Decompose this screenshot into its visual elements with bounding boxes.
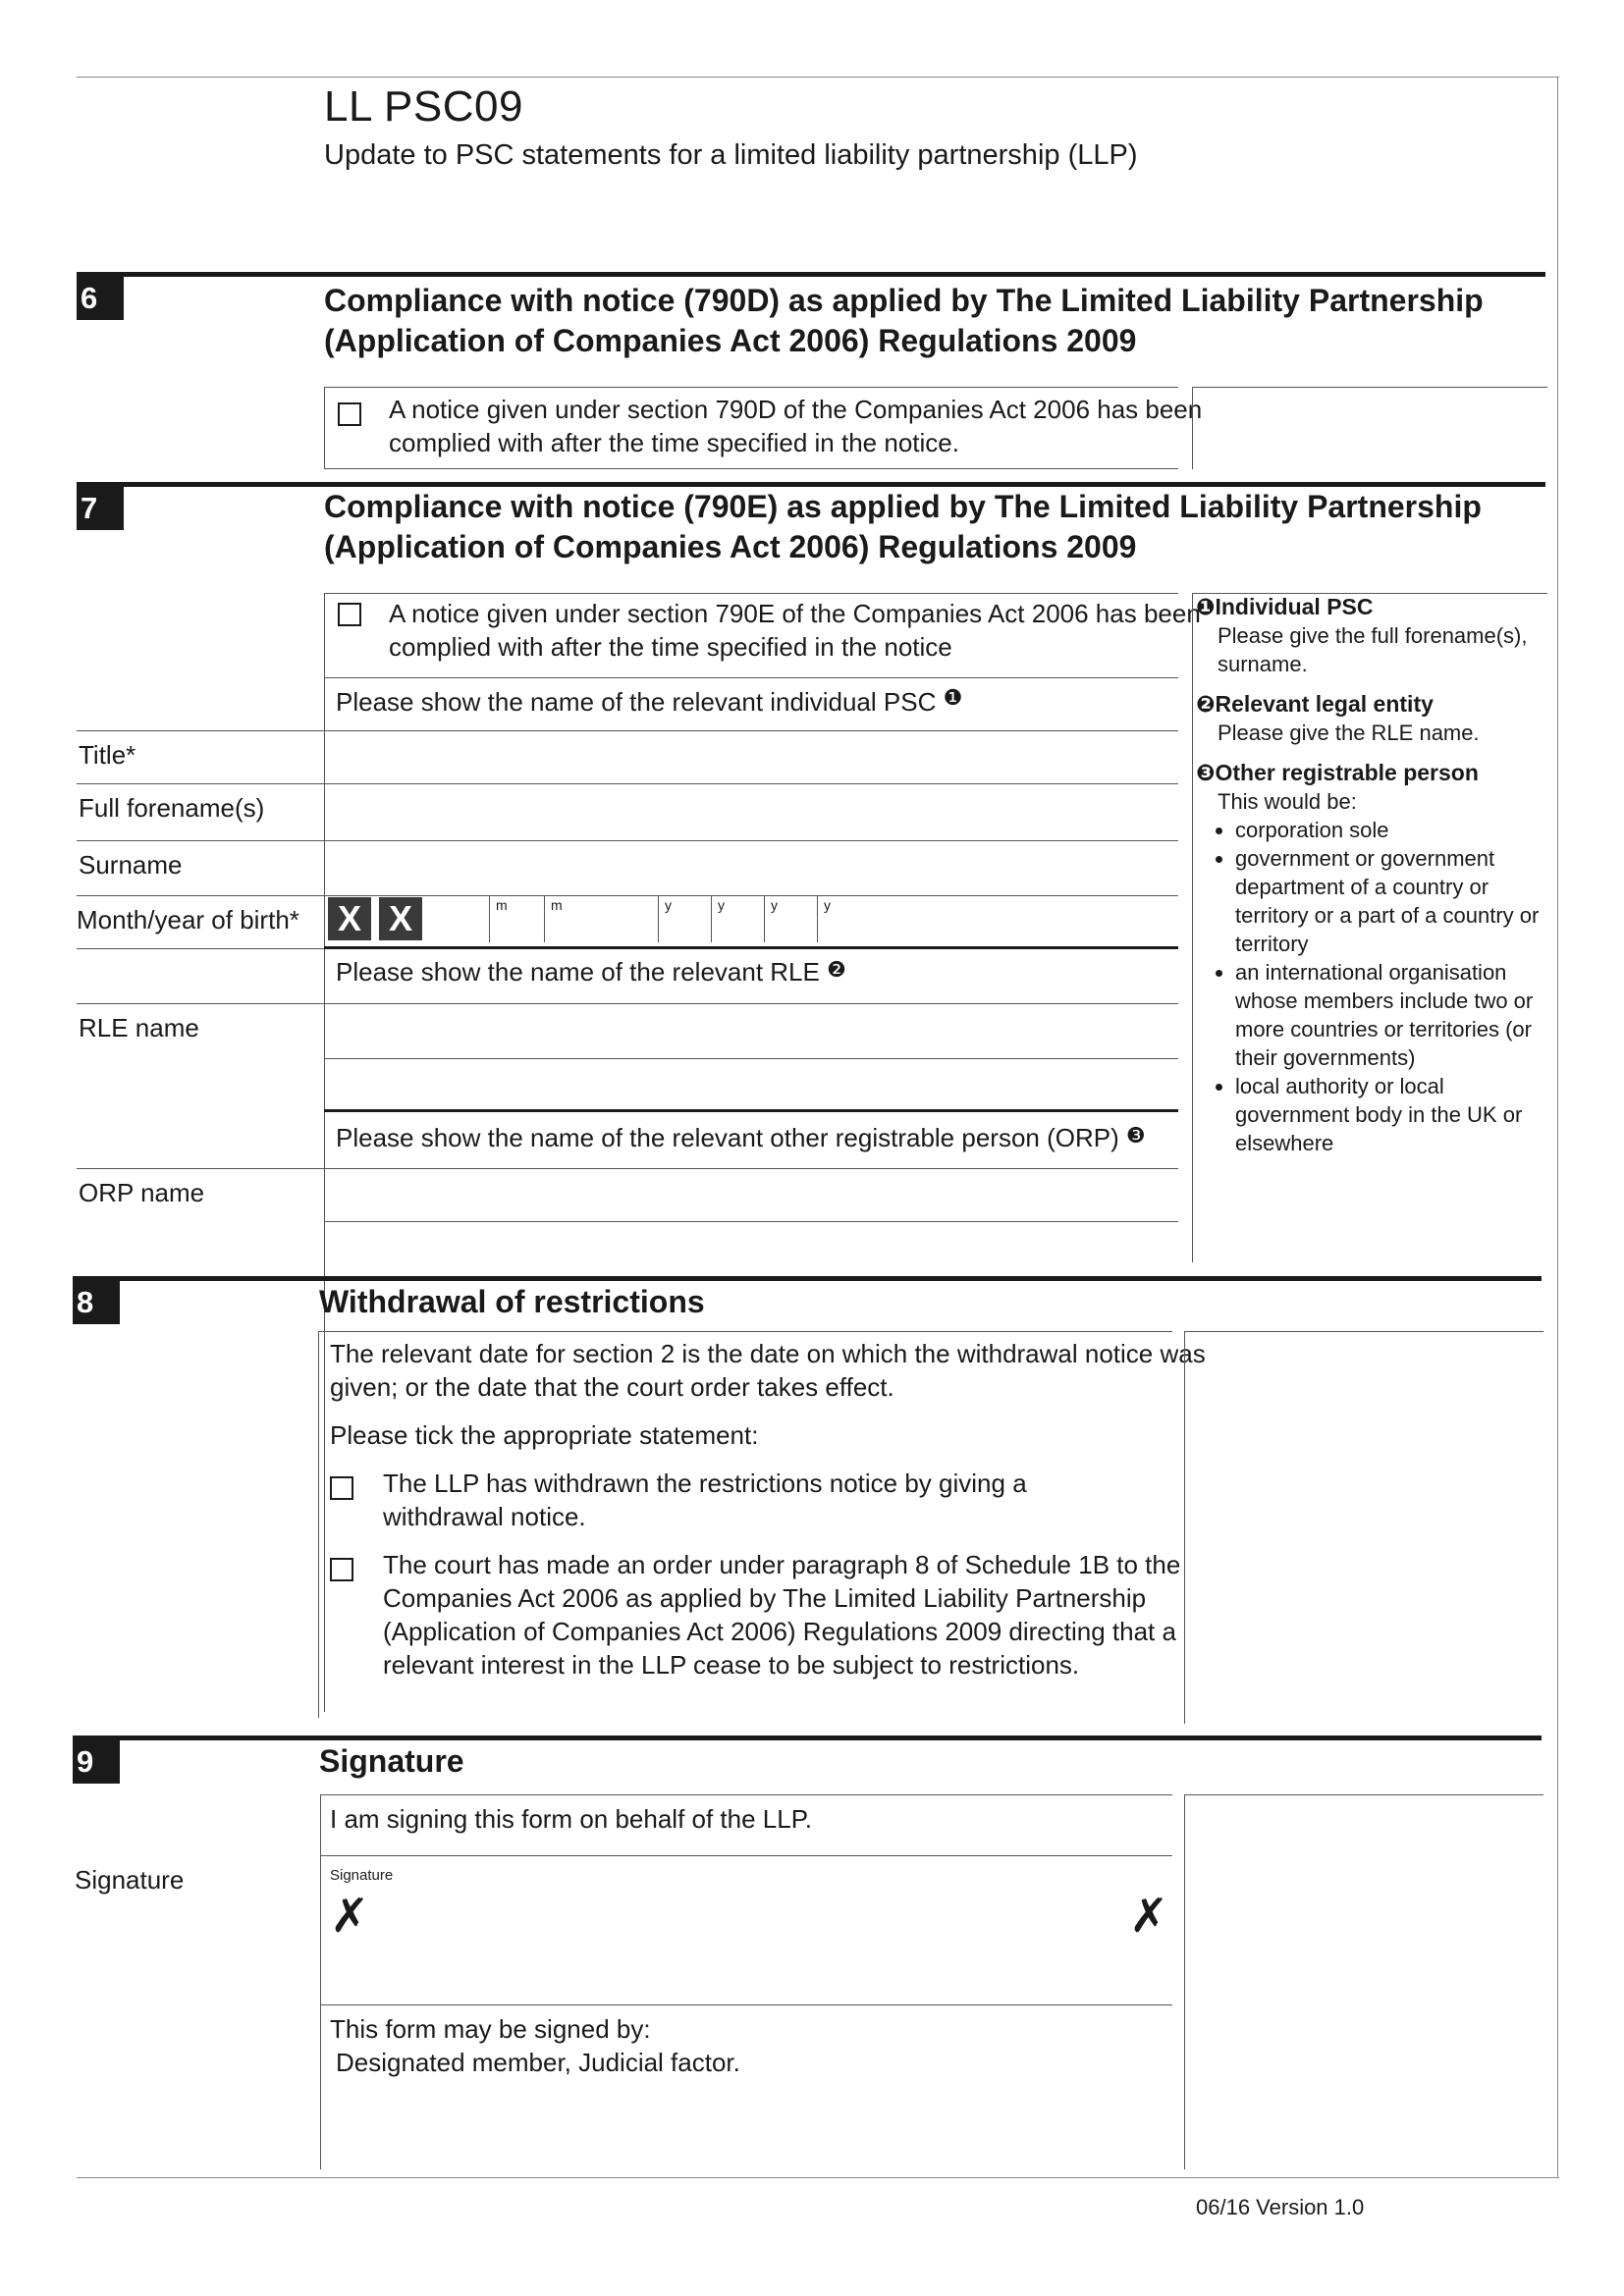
dob-label: Month/year of birth* [77,905,299,934]
court-order-checkbox[interactable] [330,1558,353,1581]
option1-line1: The LLP has withdrawn the restrictions notice by giving a [383,1468,1027,1498]
section-8-title: Withdrawal of restrictions [319,1284,705,1319]
title-input[interactable] [326,732,1176,781]
section-8-bar [73,1276,1542,1281]
section-6-title-line1: Compliance with notice (790D) as applied by The Limited Liability Partnership [324,283,1484,318]
orp-name-label: ORP name [79,1178,205,1207]
option2-line1: The court has made an order under paragraph 8 of Schedule 1B to the [383,1550,1181,1579]
section-6-side-top [1192,387,1547,388]
orp-row2-top [324,1221,1178,1222]
dob-year-2[interactable]: y [711,895,758,942]
sign-here-mark-right: ✗ [1129,1891,1169,1943]
rle-left-rule [77,948,324,949]
note3-item-4-line1: local authority or local [1235,1074,1444,1098]
section-7-box-top [324,593,1178,594]
section-6-number: 6 [77,277,124,320]
orp-note-marker: ❸ [1125,1123,1146,1148]
section-9-box-left [320,1794,321,2169]
psc-prompt [336,681,962,719]
section-8-number: 8 [73,1281,120,1324]
forenames-input[interactable] [326,785,1176,838]
section-9-box-top [320,1794,1172,1795]
section-8-box-top [318,1331,1172,1332]
orp-row-top [77,1168,1178,1169]
section-9-bar [73,1735,1542,1740]
rle-block-top [324,946,1178,949]
section-7-sidebar-notes [1196,593,1549,1157]
note3-item-2-line3: territory or a part of a country or [1235,903,1540,928]
note3-item [1235,958,1549,1072]
dob-month-1[interactable]: m [489,895,536,942]
section-6-bar [77,272,1545,277]
signed-by-line1: This form may be signed by: [330,2014,651,2044]
rle-name-label: RLE name [79,1013,199,1042]
note3-item-3-line3: more countries or territories (or [1235,1017,1532,1041]
note3-list [1196,816,1549,1157]
rle-prompt-text: Please show the name of the relevant RLE [336,957,820,987]
section-7-side-left [1192,593,1193,1262]
rle-note-marker: ❷ [827,957,846,982]
rle-row2-top [324,1058,1178,1059]
forenames-row-top [77,783,1178,784]
section-8-side-left [1184,1331,1185,1724]
title-label: Title* [79,740,136,770]
signed-by-line2: Designated member, Judicial factor. [336,2048,740,2077]
section-7-title-line1: Compliance with notice (790E) as applied by The Limited Liability Partnership [324,489,1482,524]
orp-left-rule [324,1221,325,1266]
dob-day-masked-2: X [379,897,422,940]
signed-by-top [320,2004,1172,2005]
note3-item-4-line3: elsewhere [1235,1131,1334,1155]
behalf-statement: I am signing this form on behalf of the LLP. [330,1804,812,1834]
note3-item [1235,1072,1549,1157]
section-7-statement-line2: complied with after the time specified in the notice [389,632,952,662]
section-9-side-top [1184,1794,1543,1795]
note3-intro: This would be: [1218,789,1357,814]
surname-row-top [77,840,1178,841]
section-7-number: 7 [77,487,124,530]
note1-marker: ❶ [1196,594,1216,619]
note2-text: Please give the RLE name. [1218,721,1480,745]
section-6-statement-line2: complied with after the time specified in the notice. [389,428,959,457]
signature-field[interactable] [322,1857,1170,2004]
note3-marker: ❸ [1196,760,1216,785]
signature-row-top [320,1855,1172,1856]
sign-here-mark-left: ✗ [330,1891,370,1943]
rle-prompt [336,953,846,988]
orp-prompt-text: Please show the name of the relevant other registrable person (ORP) [336,1123,1119,1152]
orp-name-input-2[interactable] [326,1223,1176,1264]
form-subtitle: Update to PSC statements for a limited liability partnership (LLP) [324,139,1138,171]
note3-item-3-line1: an international organisation [1235,960,1507,985]
section-9-title: Signature [319,1743,464,1779]
rle-name-input-2[interactable] [326,1060,1176,1107]
section-6-side-left [1192,387,1193,469]
section-8-tick-prompt: Please tick the appropriate statement: [330,1420,759,1450]
psc-prompt-top [324,677,1178,678]
note1-text-line1: Please give the full forename(s), [1218,623,1528,648]
section-7-checkbox[interactable] [338,603,361,626]
form-code: LL PSC09 [324,82,523,131]
note3-item-3-line4: their governments) [1235,1045,1416,1070]
section-8-intro-line2: given; or the date that the court order takes effect. [330,1372,894,1402]
page-frame-top [77,77,1559,78]
signature-box-label: Signature [330,1867,394,1884]
dob-row-top [77,895,1178,896]
signature-label: Signature [75,1865,185,1895]
surname-label: Surname [79,850,183,880]
section-8-side-top [1184,1331,1543,1332]
note3-item [1235,844,1549,958]
section-8-box-left [318,1331,319,1718]
note3-item-2-line4: territory [1235,932,1309,956]
rle-row-top [77,1003,1178,1004]
dob-year-3[interactable]: y [764,895,811,942]
note1-title: Individual PSC [1215,594,1374,619]
note-individual-psc [1196,593,1549,678]
orp-name-input-1[interactable] [326,1170,1176,1219]
section-6-title-line2: (Application of Companies Act 2006) Regulations 2009 [324,323,1137,358]
section-6-checkbox[interactable] [338,402,361,426]
version-footer: 06/16 Version 1.0 [1196,2195,1365,2219]
psc-note-marker: ❶ [943,685,963,710]
page-frame-bottom [77,2177,1559,2178]
note3-item-1-line1: corporation sole [1235,818,1389,842]
option2-line3: (Application of Companies Act 2006) Regulations 2009 directing that a [383,1617,1176,1646]
section-7-left-rule [324,593,325,1712]
section-9-side-left [1184,1794,1185,2169]
dob-year-4[interactable]: y [817,895,864,942]
option2-line4: relevant interest in the LLP cease to be subject to restrictions. [383,1650,1080,1680]
surname-input[interactable] [326,842,1176,893]
note3-item-2-line1: government or government [1235,846,1495,871]
psc-prompt-text: Please show the name of the relevant individual PSC [336,687,937,717]
note2-title: Relevant legal entity [1215,691,1434,717]
option1-line2: withdrawal notice. [383,1502,586,1531]
note3-item [1235,816,1549,844]
note-other-registrable-person [1196,759,1549,1157]
dob-day-masked-1: X [328,897,371,940]
dob-year-1[interactable]: y [658,895,705,942]
orp-block-top [324,1109,1178,1112]
section-6-statement-line1: A notice given under section 790D of the Companies Act 2006 has been [389,395,1203,424]
option2-line2: Companies Act 2006 as applied by The Limited Liability Partnership [383,1583,1147,1613]
page-frame-right [1557,77,1558,2177]
note1-text-line2: surname. [1218,652,1308,676]
note3-title: Other registrable person [1215,760,1479,785]
section-8-intro-line1: The relevant date for section 2 is the date on which the withdrawal notice was [330,1339,1206,1368]
note-relevant-legal-entity [1196,690,1549,747]
note3-item-4-line2: government body in the UK or [1235,1102,1523,1127]
title-row-top [77,730,1178,731]
section-7-statement-line1: A notice given under section 790E of the Companies Act 2006 has been [389,599,1201,628]
dob-month-2[interactable]: m [544,895,591,942]
withdrawal-notice-checkbox[interactable] [330,1476,353,1500]
note3-item-3-line2: whose members include two or [1235,988,1534,1013]
section-9-number: 9 [73,1740,120,1784]
section-7-title-line2: (Application of Companies Act 2006) Regulations 2009 [324,529,1137,564]
note3-item-2-line2: department of a country or [1235,875,1489,899]
forenames-label: Full forename(s) [79,793,265,823]
rle-name-input-1[interactable] [326,1005,1176,1056]
orp-prompt [336,1119,1146,1154]
note2-marker: ❷ [1196,691,1216,717]
